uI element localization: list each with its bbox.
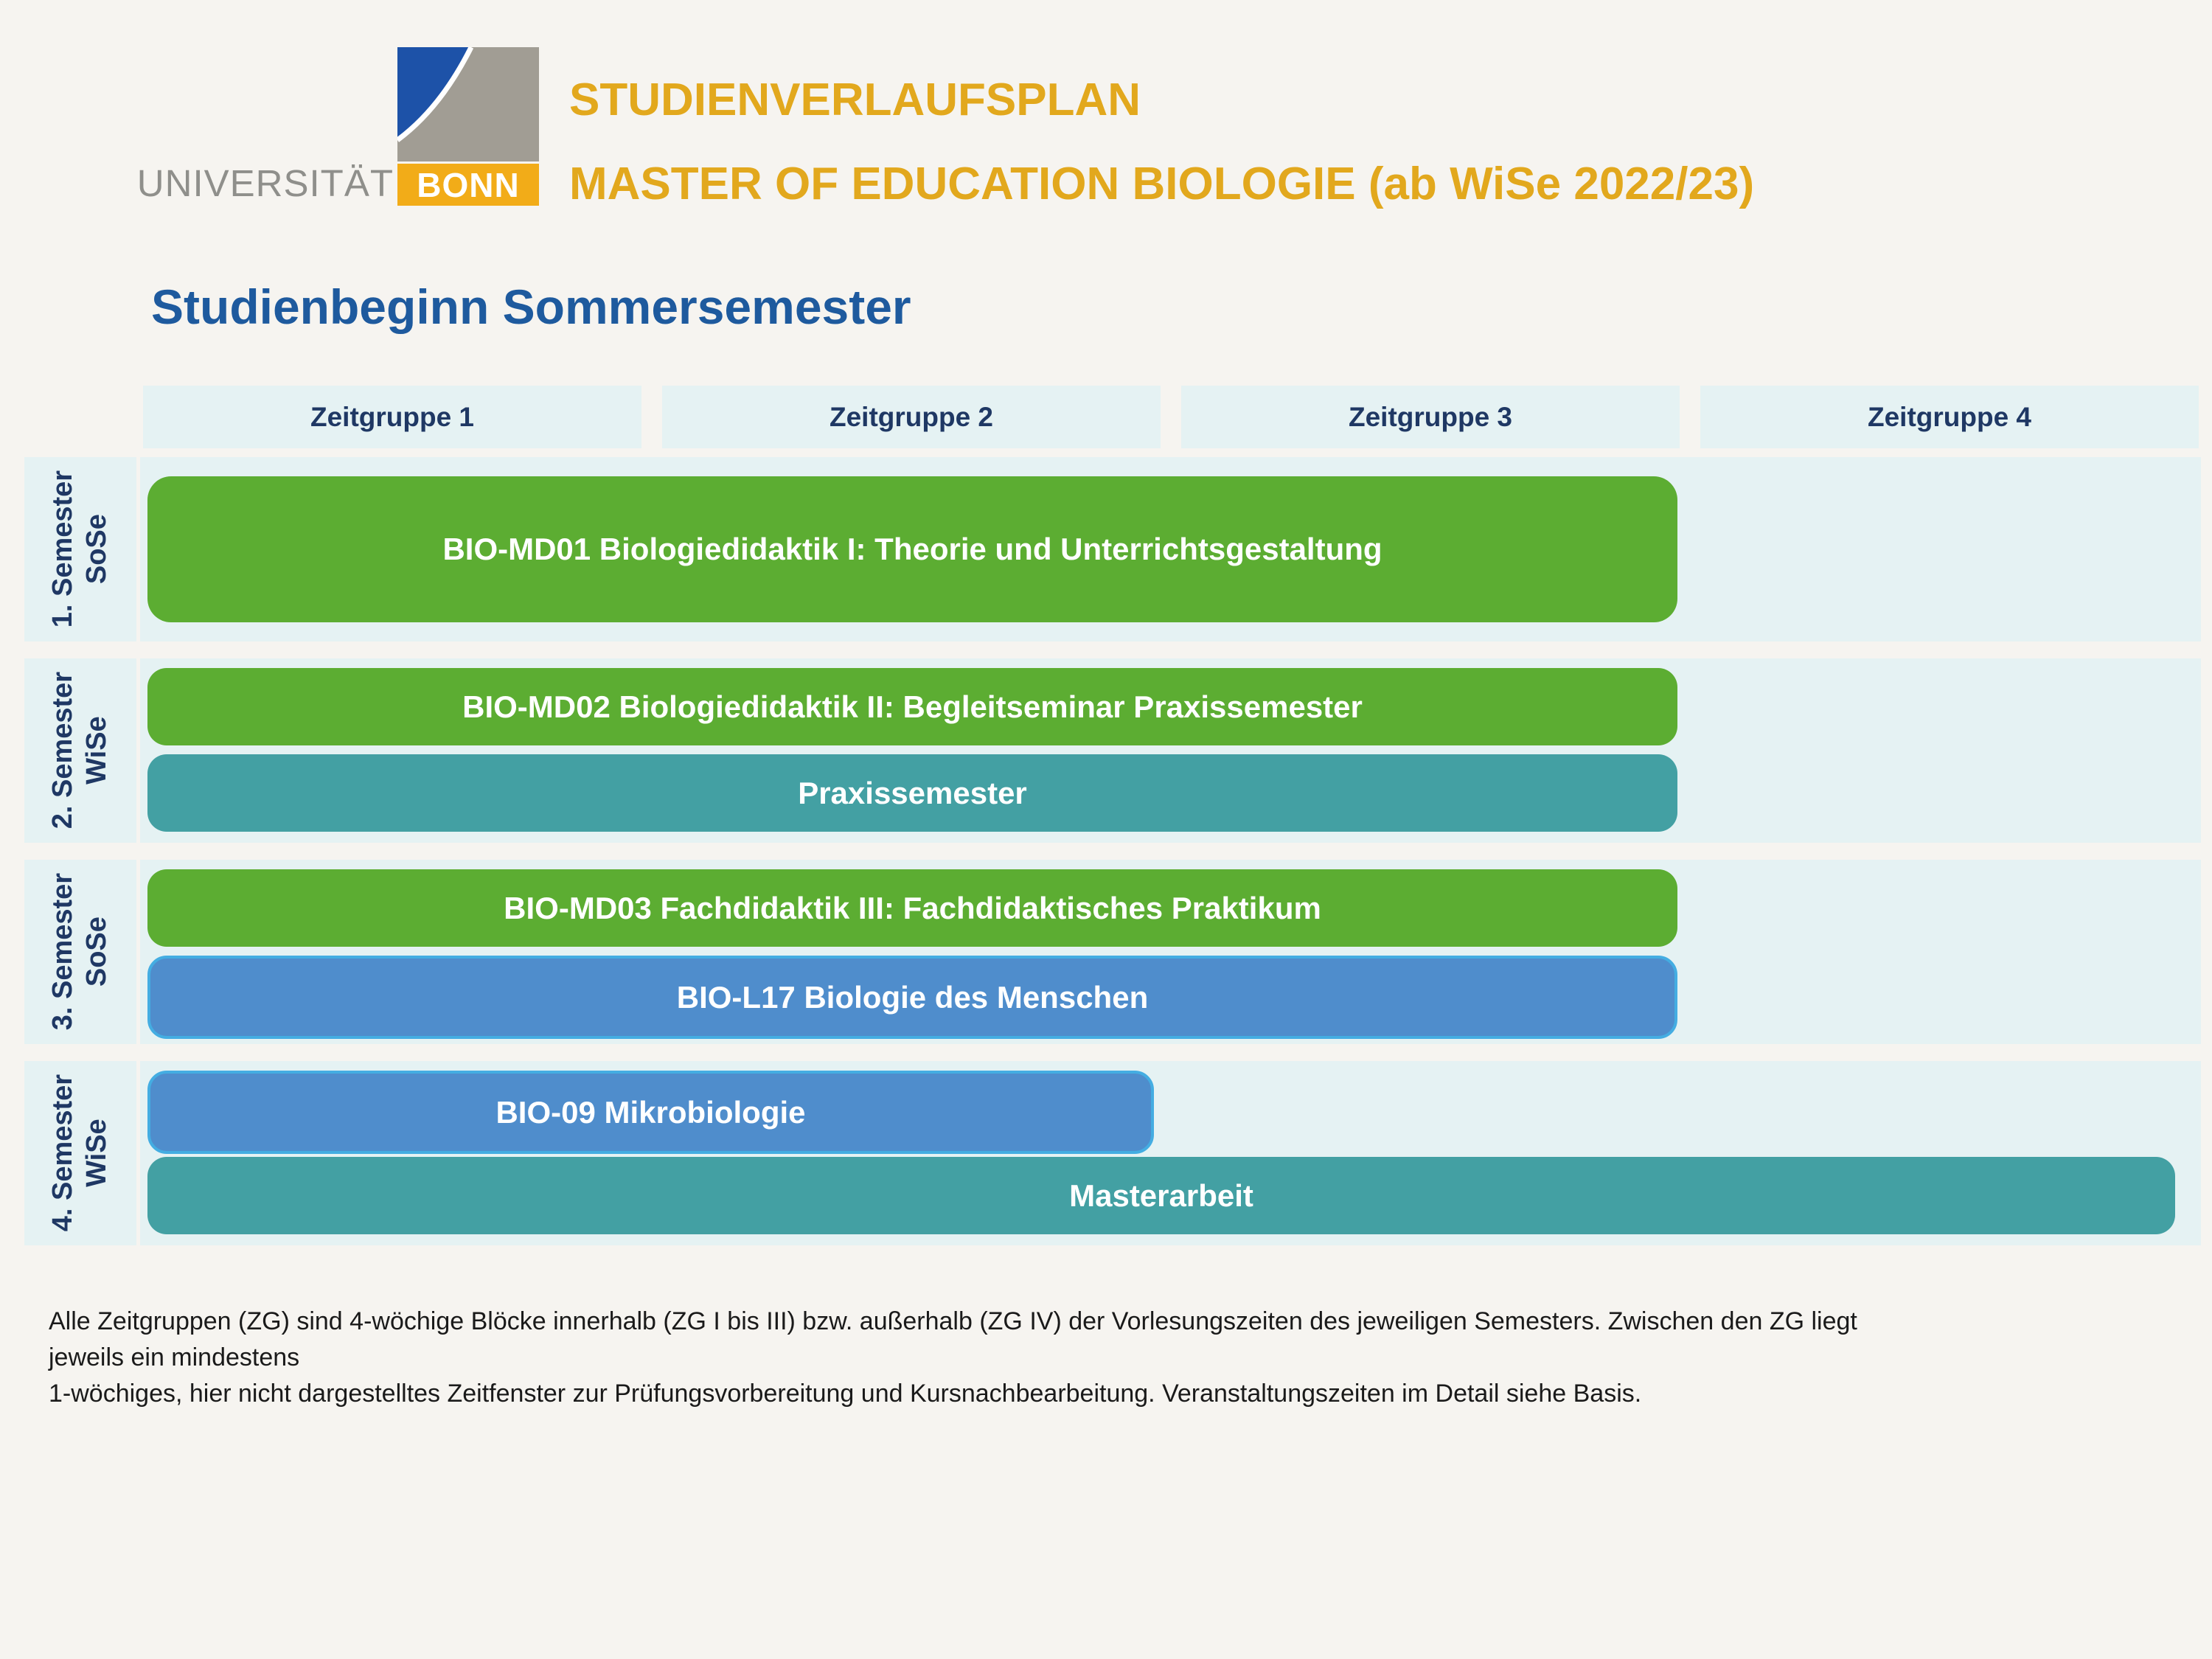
semester-1-title: 1. Semester (47, 470, 79, 628)
semester-3-term: SoSe (81, 917, 112, 987)
footnote (49, 1304, 1936, 1412)
footnote-line2: 1-wöchiges, hier nicht dargestelltes Zeitfenster zur Prüfungsvorbereitung und Kursnachbearbeitung. Veranstaltungszeiten im Detail siehe Basis. (49, 1380, 1642, 1408)
row-label-semester-1 (24, 457, 136, 641)
column-header-zeitgruppe-2: Zeitgruppe 2 (662, 386, 1161, 448)
logo-bonn-plate (397, 164, 539, 206)
module-bar-praxissemester: Praxissemester (147, 754, 1677, 832)
module-bar-bio-l17: BIO-L17 Biologie des Menschen (147, 956, 1677, 1039)
semester-2-term: WiSe (81, 716, 112, 785)
row-label-semester-4 (24, 1061, 136, 1245)
module-bar-bio-md02: BIO-MD02 Biologiedidaktik II: Begleitseminar Praxissemester (147, 668, 1677, 745)
column-header-zeitgruppe-1: Zeitgruppe 1 (143, 386, 641, 448)
row-band-semester-1 (140, 457, 2201, 641)
column-header-zeitgruppe-4: Zeitgruppe 4 (1700, 386, 2199, 448)
module-bar-masterarbeit: Masterarbeit (147, 1157, 2175, 1234)
row-label-semester-2 (24, 658, 136, 843)
row-band-semester-4 (140, 1061, 2201, 1245)
module-bar-bio-md03: BIO-MD03 Fachdidaktik III: Fachdidaktisches Praktikum (147, 869, 1677, 947)
semester-1-term: SoSe (81, 514, 112, 585)
footnote-line1: Alle Zeitgruppen (ZG) sind 4-wöchige Blöcke innerhalb (ZG I bis III) bzw. außerhalb (ZG IV) der Vorlesungszeiten des jeweiligen Semesters. Zwischen den ZG liegt jeweils ein mindestens (49, 1307, 1857, 1371)
module-bar-bio-md01: BIO-MD01 Biologiedidaktik I: Theorie und Unterrichtsgestaltung (147, 476, 1677, 622)
logo-universitaet-text: UNIVERSITÄT (136, 161, 394, 204)
row-band-semester-3 (140, 860, 2201, 1044)
semester-4-title: 4. Semester (47, 1074, 79, 1232)
logo-bonn-text: BONN (417, 165, 520, 204)
page-title-line2: MASTER OF EDUCATION BIOLOGIE (ab WiSe 2022/23) (569, 159, 1755, 209)
semester-4-term: WiSe (81, 1119, 112, 1188)
row-band-semester-2 (140, 658, 2201, 843)
uni-bonn-logo-icon (397, 47, 539, 161)
module-bar-bio-09: BIO-09 Mikrobiologie (147, 1071, 1154, 1154)
section-title: Studienbeginn Sommersemester (151, 279, 911, 334)
page-title-line1: STUDIENVERLAUFSPLAN (569, 74, 1141, 125)
uni-bonn-logo (397, 47, 539, 206)
row-label-semester-3 (24, 860, 136, 1044)
semester-3-title: 3. Semester (47, 873, 79, 1031)
semester-2-title: 2. Semester (47, 672, 79, 830)
column-header-zeitgruppe-3: Zeitgruppe 3 (1181, 386, 1680, 448)
